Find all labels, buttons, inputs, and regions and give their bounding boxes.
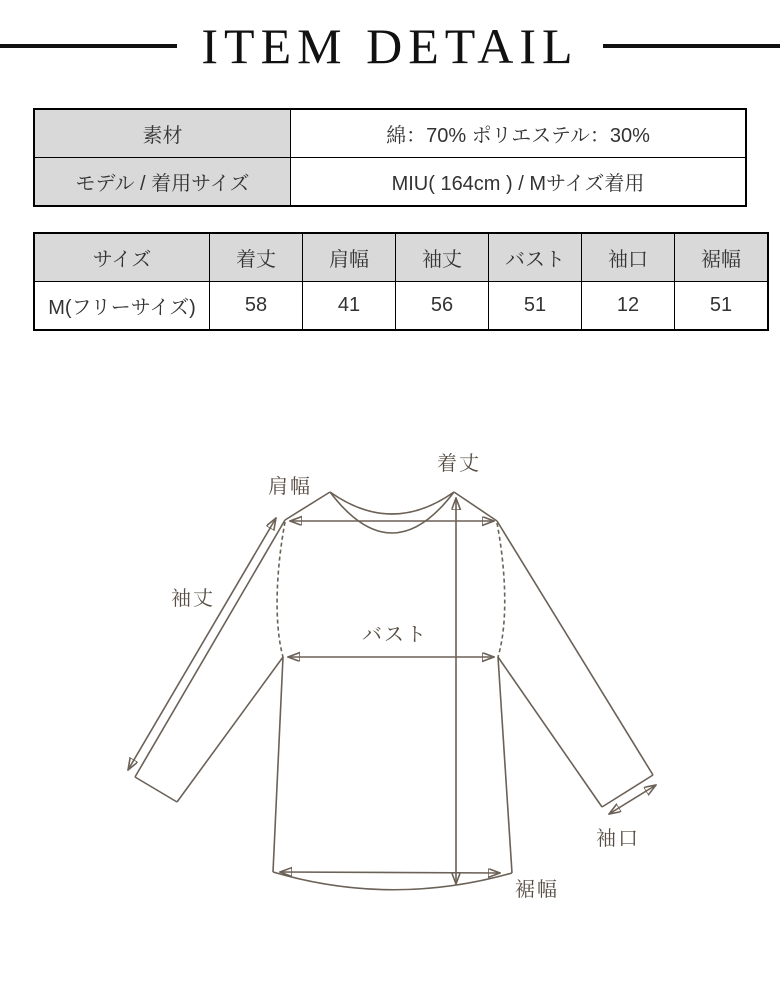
right-body-side xyxy=(498,657,512,873)
left-sleeve-outer xyxy=(135,520,285,777)
size-value-length: 58 xyxy=(210,282,303,331)
table-row xyxy=(34,109,746,158)
right-sleeve-inner xyxy=(498,657,602,807)
size-value-hem: 51 xyxy=(675,282,769,331)
back-collar-line xyxy=(330,492,454,514)
label-bust: バスト xyxy=(362,624,428,646)
left-body-side xyxy=(273,657,283,872)
spec-label-material: 素材 xyxy=(34,109,291,158)
spec-label-model: モデル / 着用サイズ xyxy=(34,158,291,207)
cuff-arrow xyxy=(609,785,656,814)
size-header-size: サイズ xyxy=(34,233,210,282)
hem-width-arrow xyxy=(280,872,500,873)
size-header-sleeve: 袖丈 xyxy=(396,233,489,282)
spec-value-material: 綿：70% ポリエステル：30% xyxy=(291,109,747,158)
size-header-bust: バスト xyxy=(489,233,582,282)
front-neckline xyxy=(330,492,454,533)
size-table xyxy=(33,232,769,331)
garment-measurement-diagram xyxy=(0,440,780,960)
size-value-bust: 51 xyxy=(489,282,582,331)
measurement-labels xyxy=(171,452,640,901)
label-hem-width: 裾幅 xyxy=(515,879,559,901)
right-sleeve-outer xyxy=(497,521,653,775)
size-value-cuff: 12 xyxy=(582,282,675,331)
size-header-hem: 裾幅 xyxy=(675,233,769,282)
header-rule-right xyxy=(603,44,780,48)
label-cuff: 袖口 xyxy=(596,828,640,850)
size-value-size: M(フリーサイズ) xyxy=(34,282,210,331)
spec-table xyxy=(33,108,747,207)
header-rule-left xyxy=(0,44,177,48)
size-table-header-row xyxy=(34,233,768,282)
left-cuff-edge xyxy=(135,777,177,802)
section-header xyxy=(0,18,780,74)
right-armhole-seam xyxy=(497,523,505,657)
size-header-cuff: 袖口 xyxy=(582,233,675,282)
size-header-shoulder: 肩幅 xyxy=(303,233,396,282)
label-sleeve-length: 袖丈 xyxy=(171,588,215,610)
left-armhole-seam xyxy=(277,522,285,657)
sleeve-length-arrow xyxy=(128,518,276,770)
page-title: ITEM DETAIL xyxy=(201,18,579,74)
size-value-shoulder: 41 xyxy=(303,282,396,331)
size-header-length: 着丈 xyxy=(210,233,303,282)
size-table-data-row xyxy=(34,282,768,331)
hem-curve xyxy=(273,872,512,890)
measurement-arrows xyxy=(128,498,656,884)
size-value-sleeve: 56 xyxy=(396,282,489,331)
spec-value-model: MIU( 164cm ) / Mサイズ着用 xyxy=(291,158,747,207)
label-shoulder: 肩幅 xyxy=(268,476,312,498)
table-row xyxy=(34,158,746,207)
label-length: 着丈 xyxy=(437,453,481,475)
right-shoulder-line xyxy=(454,492,497,521)
shirt-outline xyxy=(135,492,653,890)
